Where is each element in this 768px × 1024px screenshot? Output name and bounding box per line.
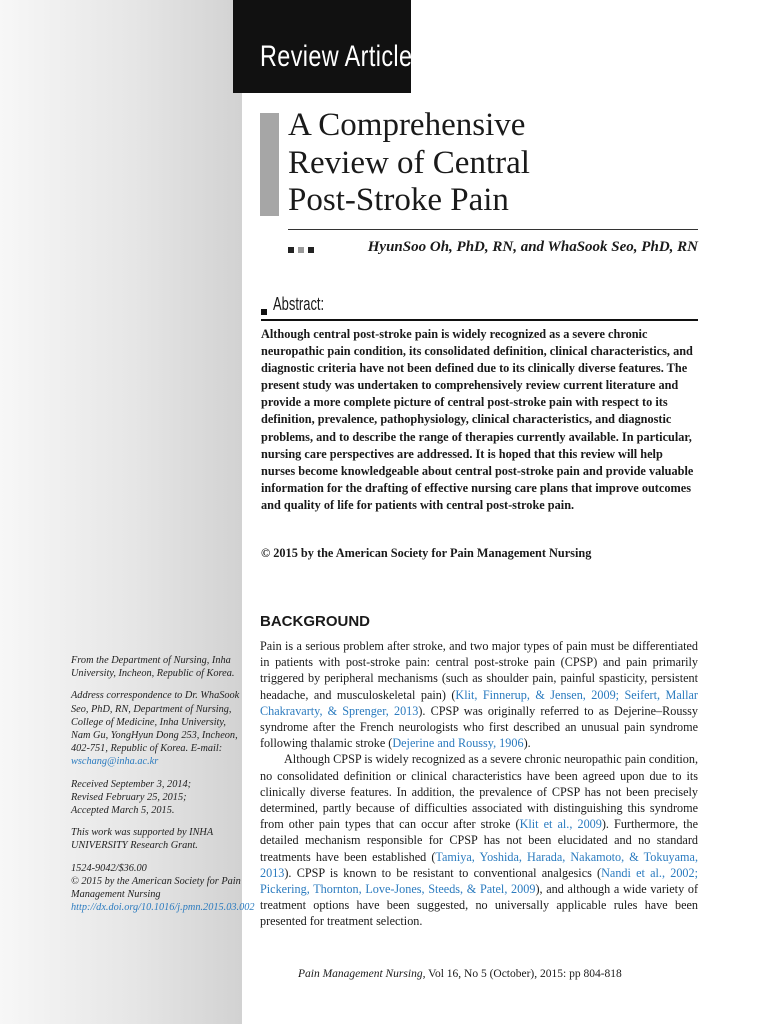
abstract-copyright: © 2015 by the American Society for Pain Management Nursing bbox=[261, 546, 592, 560]
citation-link[interactable]: Klit, Finnerup, & Jensen, 2009; Seifert, Mallar Chakravarty, & Sprenger, 2013 bbox=[260, 687, 698, 718]
date-line: Received September 3, 2014; bbox=[71, 778, 192, 790]
email-link[interactable]: wschang@inha.ac.kr bbox=[71, 756, 159, 768]
page-footer bbox=[298, 968, 622, 980]
funding-note: This work was supported by INHA UNIVERSITY Research Grant. bbox=[71, 827, 213, 852]
affiliation-note: From the Department of Nursing, Inha University, Incheon, Republic of Korea. bbox=[71, 655, 235, 680]
bullet-square-icon bbox=[261, 309, 267, 315]
article-type-label: Review Article bbox=[260, 40, 413, 73]
body-text bbox=[260, 638, 698, 930]
title-line: Post-Stroke Pain bbox=[288, 182, 509, 218]
copyright-text: © 2015 by the American Society for Pain Management Nursing bbox=[71, 875, 241, 901]
author-list: HyunSoo Oh, PhD, RN, and WhaSook Seo, PhD, RN bbox=[367, 239, 698, 255]
title-accent-bar bbox=[260, 113, 279, 216]
citation-link[interactable]: Dejerine and Roussy, 1906 bbox=[392, 736, 524, 751]
title-line: Review of Central bbox=[288, 144, 530, 181]
paragraph-text: ). CPSP is known to be resistant to conventional analgesics ( bbox=[284, 865, 602, 880]
correspondence-note bbox=[71, 689, 243, 768]
section-heading-background: BACKGROUND bbox=[260, 613, 370, 630]
article-title bbox=[288, 107, 698, 220]
abstract-divider bbox=[261, 319, 698, 321]
bullet-square-icon bbox=[308, 247, 314, 253]
paragraph-text: ), and although a wide variety of treatment options have been suggested, no universally applicable rules have been presented for treatment selection. bbox=[260, 882, 698, 929]
paragraph bbox=[260, 638, 698, 751]
correspondence-text: Address correspondence to Dr. WhaSook Seo, PhD, RN, Department of Nursing, College of Medicine, Inha University, Nam Gu, YongHyun Dong 253, Incheon, 402-751, Republic of Korea. E-mail: bbox=[71, 690, 240, 755]
dates-note bbox=[71, 778, 243, 818]
paragraph-text: Although CPSP is widely recognized as a severe chronic neuropathic pain condition, no consolidated definition or clinical characteristics have been agreed upon due to its clinically diverse features. In addition, the prevalence of CPSP has not been precisely determined, partly because of difficulties associated with distinguishing this syndrome from other pain types that can occur after stroke ( bbox=[260, 752, 698, 832]
citation-link[interactable]: Nandi et al., 2002; Pickering, Thornton, Love-Jones, Steeds, & Patel, 2009 bbox=[260, 865, 699, 897]
journal-citation: Vol 16, No 5 (October), 2015: pp 804-818 bbox=[425, 968, 622, 980]
publication-note bbox=[71, 862, 255, 915]
journal-name: Pain Management Nursing, bbox=[298, 968, 426, 980]
bullet-square-icon bbox=[288, 247, 294, 253]
title-divider bbox=[288, 229, 698, 230]
paragraph-text: Pain is a serious problem after stroke, and two major types of pain must be differentiated in patients with post-stroke pain: central post-stroke pain (CPSP) and pain primarily triggered by peripheral mechanisms (such as shoulder pain, painful spasticity, persistent headache, and musculoskeletal pain) ( bbox=[260, 639, 698, 702]
article-type-tag bbox=[233, 0, 411, 93]
date-line: Accepted March 5, 2015. bbox=[71, 805, 175, 817]
title-line: A Comprehensive bbox=[288, 107, 526, 143]
authors-row bbox=[288, 239, 698, 261]
sidebar-notes bbox=[71, 654, 255, 923]
issn-text: 1524-9042/$36.00 bbox=[71, 862, 147, 874]
paragraph-text: ). Furthermore, the detailed mechanism responsible for CPSP has not been elucidated and no standard treatments have been established ( bbox=[260, 817, 698, 864]
abstract-text: Although central post-stroke pain is widely recognized as a severe chronic neuropathic pain condition, its consolidated definition, clinical characteristics, and diagnostic criteria have not been defined due to its clinically diverse features. The present study was undertaken to comprehensively review current literature and provide a more complete picture of central post-stroke pain with respect to its definition, prevalence, pathophysiology, clinical characteristics, and diagnostic problems, and to describe the range of therapies currently available. In particular, nursing care perspectives are addressed. It is hoped that this review will help nurses become knowledgeable about central post-stroke pain and provide valuable information for the drafting of effective nursing care plans that improve outcomes and quality of life for patients with central post-stroke pain. bbox=[261, 327, 694, 512]
paragraph-text: ). bbox=[523, 736, 531, 751]
doi-link[interactable]: http://dx.doi.org/10.1016/j.pmn.2015.03.002 bbox=[71, 902, 255, 914]
paragraph-text: ). CPSP was originally referred to as Dejerine–Roussy syndrome after the French neurologists who first described an unusual pain syndrome following thalamic stroke ( bbox=[260, 703, 698, 751]
citation-link[interactable]: Klit et al., 2009 bbox=[519, 817, 602, 832]
citation-link[interactable]: Tamiya, Yoshida, Harada, Nakamoto, & Tokuyama, 2013 bbox=[260, 849, 698, 880]
paragraph bbox=[260, 751, 698, 929]
abstract-label: Abstract: bbox=[273, 294, 325, 314]
bullet-square-icon bbox=[298, 247, 304, 253]
date-line: Revised February 25, 2015; bbox=[71, 791, 187, 803]
